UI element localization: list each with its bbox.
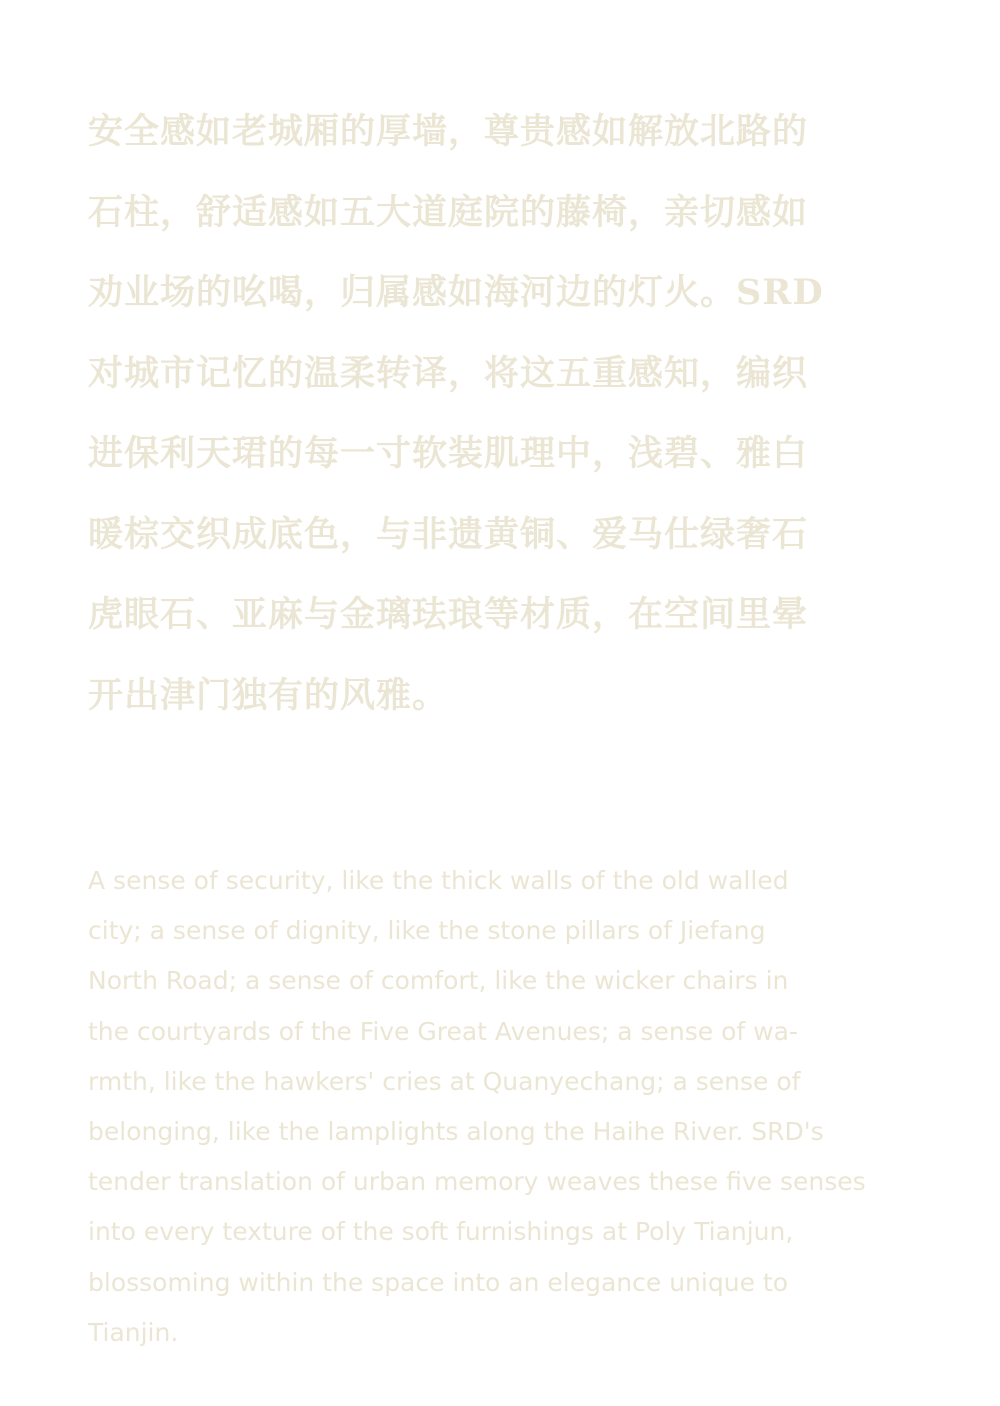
chinese-line: 石柱，舒适感如五大道庭院的藤椅，亲切感如 [88, 191, 809, 233]
english-line: tender translation of urban memory weaves these five senses [88, 1167, 866, 1197]
english-line: North Road; a sense of comfort, like the wicker chairs in [88, 966, 789, 996]
chinese-line: 暖棕交织成底色，与非遗黄铜、爱马仕绿奢石 [88, 513, 809, 555]
english-line: rmth, like the hawkers' cries at Quanyechang; a sense of [88, 1066, 801, 1096]
chinese-line: 劝业场的吆喝，归属感如海河边的灯火。SRD [88, 272, 824, 313]
english-line: the courtyards of the Five Great Avenues; a sense of wa- [88, 1016, 798, 1046]
english-line: belonging, like the lamplights along the Haihe River. SRD's [88, 1117, 824, 1147]
chinese-line: 对城市记忆的温柔转译，将这五重感知，编织 [88, 352, 809, 394]
english-line: A sense of security, like the thick walls of the old walled [88, 866, 789, 895]
chinese-paragraph [88, 92, 918, 736]
english-paragraph [88, 856, 968, 1358]
chinese-line: 进保利天珺的每一寸软装肌理中，浅碧、雅白 [88, 433, 809, 474]
chinese-line: 开出津门独有的风雅。 [88, 674, 449, 716]
chinese-line: 虎眼石、亚麻与金璃珐琅等材质，在空间里晕 [88, 594, 809, 635]
english-line: Tianjin. [88, 1317, 179, 1347]
english-line: city; a sense of dignity, like the stone pillars of Jiefang [88, 916, 766, 946]
english-line: into every texture of the soft furnishings at Poly Tianjun, [88, 1217, 794, 1247]
chinese-line: 安全感如老城厢的厚墙，尊贵感如解放北路的 [88, 111, 809, 152]
english-line: blossoming within the space into an elegance unique to [88, 1267, 788, 1297]
